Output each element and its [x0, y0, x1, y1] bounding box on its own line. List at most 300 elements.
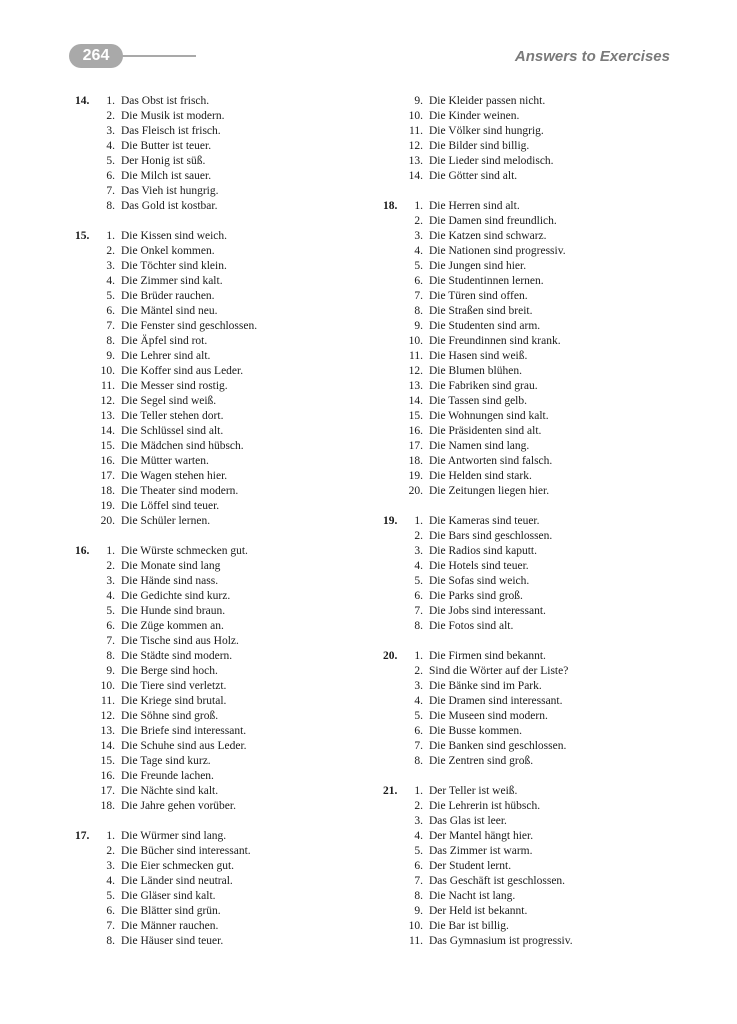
item-number: 9.	[414, 320, 423, 332]
item-number: 4.	[106, 875, 115, 887]
answer-line	[75, 439, 375, 454]
answer-text: Die Präsidenten sind alt.	[429, 425, 542, 437]
answer-line	[75, 424, 375, 439]
item-number: 7.	[414, 875, 423, 887]
answer-line	[383, 364, 683, 379]
item-number: 1.	[414, 785, 423, 797]
item-number: 2.	[106, 245, 115, 257]
exercise-number: 16.	[75, 545, 90, 557]
item-number: 2.	[414, 800, 423, 812]
answer-line	[75, 784, 375, 799]
item-number: 18.	[100, 485, 115, 497]
answer-line	[75, 244, 375, 259]
item-number: 7.	[106, 635, 115, 647]
item-number: 10.	[408, 110, 423, 122]
answer-line	[383, 919, 683, 934]
item-number: 11.	[409, 935, 423, 947]
item-number: 1.	[106, 230, 115, 242]
answer-text: Die Helden sind stark.	[429, 470, 532, 482]
answer-line	[383, 169, 683, 184]
answer-line	[383, 199, 683, 214]
answer-text: Der Teller ist weiß.	[429, 785, 518, 797]
answer-line	[75, 589, 375, 604]
answer-text: Die Museen sind modern.	[429, 710, 548, 722]
answer-text: Die Butter ist teuer.	[121, 140, 212, 152]
item-number: 4.	[106, 590, 115, 602]
answer-line	[383, 154, 683, 169]
answer-text: Die Kriege sind brutal.	[121, 695, 227, 707]
answer-text: Der Honig ist süß.	[121, 155, 206, 167]
item-number: 6.	[106, 170, 115, 182]
answer-line	[75, 694, 375, 709]
item-number: 5.	[414, 575, 423, 587]
item-number: 3.	[106, 260, 115, 272]
answer-text: Die Töchter sind klein.	[121, 260, 227, 272]
answer-text: Die Männer rauchen.	[121, 920, 219, 932]
item-number: 13.	[100, 725, 115, 737]
answer-line	[383, 559, 683, 574]
item-number: 4.	[414, 560, 423, 572]
item-number: 13.	[100, 410, 115, 422]
answer-line	[383, 799, 683, 814]
answer-text: Die Hotels sind teuer.	[429, 560, 529, 572]
answer-text: Die Straßen sind breit.	[429, 305, 533, 317]
header-rule	[120, 55, 196, 57]
answer-text: Die Hasen sind weiß.	[429, 350, 528, 362]
answer-text: Die Söhne sind groß.	[121, 710, 219, 722]
item-number: 7.	[414, 290, 423, 302]
item-number: 6.	[106, 905, 115, 917]
answer-line	[75, 799, 375, 814]
item-number: 5.	[106, 155, 115, 167]
item-number: 12.	[100, 710, 115, 722]
answer-text: Die Bänke sind im Park.	[429, 680, 542, 692]
item-number: 15.	[100, 440, 115, 452]
item-number: 7.	[414, 605, 423, 617]
answer-text: Die Sofas sind weich.	[429, 575, 530, 587]
answer-text: Die Radios sind kaputt.	[429, 545, 537, 557]
answer-text: Die Lehrerin ist hübsch.	[429, 800, 541, 812]
answer-text: Die Tische sind aus Holz.	[121, 635, 239, 647]
answer-line	[383, 349, 683, 364]
answer-line	[75, 709, 375, 724]
section-title: Answers to Exercises	[514, 48, 670, 65]
answer-line	[75, 904, 375, 919]
answer-text: Die Kissen sind weich.	[121, 230, 228, 242]
answer-line	[75, 154, 375, 169]
answer-text: Die Kameras sind teuer.	[429, 515, 540, 527]
answer-line	[383, 274, 683, 289]
answer-text: Das Obst ist frisch.	[121, 95, 210, 107]
answer-text: Die Wagen stehen hier.	[121, 470, 228, 482]
answer-line	[75, 619, 375, 634]
answer-line	[75, 574, 375, 589]
answer-text: Die Messer sind rostig.	[121, 380, 228, 392]
answer-text: Die Schlüssel sind alt.	[121, 425, 224, 437]
answer-line	[75, 409, 375, 424]
answer-text: Die Milch ist sauer.	[121, 170, 212, 182]
answer-text: Die Hunde sind braun.	[121, 605, 226, 617]
exercise-number: 21.	[383, 785, 398, 797]
item-number: 6.	[106, 305, 115, 317]
item-number: 2.	[414, 530, 423, 542]
right-column	[383, 94, 683, 964]
answer-text: Die Zeitungen liegen hier.	[429, 485, 550, 497]
answer-line	[75, 334, 375, 349]
answer-text: Die Jungen sind hier.	[429, 260, 527, 272]
answer-line	[75, 754, 375, 769]
item-number: 5.	[414, 845, 423, 857]
item-number: 11.	[101, 695, 115, 707]
answer-text: Der Student lernt.	[429, 860, 512, 872]
answer-line	[75, 139, 375, 154]
answer-text: Die Tage sind kurz.	[121, 755, 211, 767]
answer-text: Die Bars sind geschlossen.	[429, 530, 553, 542]
answer-line	[383, 859, 683, 874]
answer-text: Die Nacht ist lang.	[429, 890, 516, 902]
item-number: 4.	[414, 695, 423, 707]
item-number: 3.	[414, 815, 423, 827]
item-number: 1.	[106, 545, 115, 557]
item-number: 14.	[408, 170, 423, 182]
answer-line	[383, 424, 683, 439]
answer-line	[383, 244, 683, 259]
item-number: 18.	[408, 455, 423, 467]
answer-text: Die Kleider passen nicht.	[429, 95, 546, 107]
answer-text: Die Onkel kommen.	[121, 245, 215, 257]
answer-text: Das Zimmer ist warm.	[429, 845, 533, 857]
item-number: 8.	[106, 650, 115, 662]
answer-text: Die Mädchen sind hübsch.	[121, 440, 244, 452]
answer-text: Die Jahre gehen vorüber.	[121, 800, 236, 812]
answer-text: Sind die Wörter auf der Liste?	[429, 665, 569, 677]
item-number: 17.	[100, 785, 115, 797]
item-number: 6.	[106, 620, 115, 632]
answer-line	[383, 124, 683, 139]
answer-line	[383, 379, 683, 394]
exercise-number: 15.	[75, 230, 90, 242]
answer-line	[75, 889, 375, 904]
exercise-block	[75, 829, 375, 949]
answer-text: Der Held ist bekannt.	[429, 905, 528, 917]
answer-line	[383, 394, 683, 409]
answer-text: Die Theater sind modern.	[121, 485, 239, 497]
answer-line	[75, 844, 375, 859]
answer-line	[383, 844, 683, 859]
answer-line	[383, 589, 683, 604]
answer-line	[383, 259, 683, 274]
answer-line	[75, 859, 375, 874]
answer-line	[75, 184, 375, 199]
answer-line	[383, 469, 683, 484]
answer-line	[383, 619, 683, 634]
answer-line	[383, 544, 683, 559]
answer-text: Die Gedichte sind kurz.	[121, 590, 231, 602]
answer-line	[383, 829, 683, 844]
answer-line	[383, 229, 683, 244]
answer-line	[383, 484, 683, 499]
answer-text: Die Monate sind lang	[121, 560, 221, 572]
answer-text: Die Damen sind freundlich.	[429, 215, 557, 227]
answer-text: Die Namen sind lang.	[429, 440, 530, 452]
answer-line	[383, 214, 683, 229]
answer-line	[383, 649, 683, 664]
item-number: 13.	[408, 380, 423, 392]
item-number: 2.	[106, 560, 115, 572]
item-number: 5.	[106, 890, 115, 902]
answer-text: Die Völker sind hungrig.	[429, 125, 544, 137]
exercise-block	[383, 199, 683, 499]
item-number: 1.	[106, 830, 115, 842]
item-number: 5.	[106, 290, 115, 302]
item-number: 3.	[106, 575, 115, 587]
answer-line	[383, 724, 683, 739]
item-number: 1.	[106, 95, 115, 107]
item-number: 2.	[414, 215, 423, 227]
answer-text: Die Nationen sind progressiv.	[429, 245, 566, 257]
answer-line	[75, 304, 375, 319]
answer-line	[383, 439, 683, 454]
answer-text: Die Würmer sind lang.	[121, 830, 227, 842]
answer-line	[383, 874, 683, 889]
item-number: 18.	[100, 800, 115, 812]
answer-line	[383, 109, 683, 124]
item-number: 7.	[106, 920, 115, 932]
answer-line	[75, 604, 375, 619]
answer-line	[75, 199, 375, 214]
item-number: 15.	[408, 410, 423, 422]
answer-text: Das Glas ist leer.	[429, 815, 507, 827]
item-number: 8.	[414, 305, 423, 317]
answer-text: Die Studenten sind arm.	[429, 320, 541, 332]
item-number: 8.	[414, 890, 423, 902]
item-number: 16.	[100, 770, 115, 782]
exercise-number: 18.	[383, 200, 398, 212]
item-number: 1.	[414, 200, 423, 212]
answer-line	[75, 274, 375, 289]
item-number: 8.	[106, 935, 115, 947]
answer-text: Die Freundinnen sind krank.	[429, 335, 561, 347]
answer-text: Die Freunde lachen.	[121, 770, 214, 782]
answer-text: Die Koffer sind aus Leder.	[121, 365, 244, 377]
answer-line	[75, 289, 375, 304]
answer-text: Die Brüder rauchen.	[121, 290, 215, 302]
answer-line	[75, 724, 375, 739]
answer-line	[75, 229, 375, 244]
answer-text: Die Schuhe sind aus Leder.	[121, 740, 247, 752]
item-number: 4.	[106, 275, 115, 287]
item-number: 7.	[414, 740, 423, 752]
item-number: 1.	[414, 650, 423, 662]
answer-line	[75, 124, 375, 139]
answer-text: Die Schüler lernen.	[121, 515, 211, 527]
answer-text: Die Bücher sind interessant.	[121, 845, 251, 857]
answer-text: Die Züge kommen an.	[121, 620, 224, 632]
left-column	[75, 94, 375, 964]
answer-line	[75, 319, 375, 334]
item-number: 9.	[414, 95, 423, 107]
item-number: 1.	[414, 515, 423, 527]
item-number: 10.	[100, 365, 115, 377]
answer-line	[75, 94, 375, 109]
answer-line	[383, 784, 683, 799]
answer-line	[383, 739, 683, 754]
answer-text: Die Antworten sind falsch.	[429, 455, 553, 467]
answer-line	[383, 664, 683, 679]
answer-line	[75, 934, 375, 949]
answer-line	[75, 469, 375, 484]
answer-line	[75, 919, 375, 934]
answer-line	[75, 259, 375, 274]
item-number: 6.	[414, 590, 423, 602]
answer-line	[75, 874, 375, 889]
answer-text: Die Banken sind geschlossen.	[429, 740, 567, 752]
answer-line	[75, 634, 375, 649]
answer-line	[75, 499, 375, 514]
item-number: 14.	[100, 425, 115, 437]
answer-text: Die Segel sind weiß.	[121, 395, 217, 407]
answer-line	[383, 514, 683, 529]
item-number: 4.	[414, 830, 423, 842]
answer-text: Die Wohnungen sind kalt.	[429, 410, 549, 422]
page-number-badge: 264	[69, 44, 123, 68]
answer-text: Das Gold ist kostbar.	[121, 200, 218, 212]
answer-text: Die Dramen sind interessant.	[429, 695, 563, 707]
item-number: 13.	[408, 155, 423, 167]
answer-text: Die Herren sind alt.	[429, 200, 520, 212]
answer-line	[383, 304, 683, 319]
item-number: 8.	[106, 200, 115, 212]
answer-text: Die Äpfel sind rot.	[121, 335, 208, 347]
answer-text: Die Städte sind modern.	[121, 650, 233, 662]
answer-text: Das Gymnasium ist progressiv.	[429, 935, 573, 947]
item-number: 16.	[100, 455, 115, 467]
item-number: 20.	[408, 485, 423, 497]
item-number: 6.	[414, 860, 423, 872]
item-number: 9.	[414, 905, 423, 917]
answer-text: Die Hände sind nass.	[121, 575, 219, 587]
answer-text: Die Lieder sind melodisch.	[429, 155, 554, 167]
exercise-number: 14.	[75, 95, 90, 107]
answer-line	[383, 139, 683, 154]
answer-text: Der Mantel hängt hier.	[429, 830, 534, 842]
answer-text: Die Tiere sind verletzt.	[121, 680, 227, 692]
answer-line	[75, 739, 375, 754]
answer-line	[75, 544, 375, 559]
item-number: 10.	[408, 920, 423, 932]
exercise-block	[383, 514, 683, 634]
answer-text: Die Katzen sind schwarz.	[429, 230, 547, 242]
answer-text: Die Lehrer sind alt.	[121, 350, 211, 362]
answer-text: Das Fleisch ist frisch.	[121, 125, 221, 137]
item-number: 9.	[106, 350, 115, 362]
item-number: 3.	[106, 125, 115, 137]
answer-text: Die Türen sind offen.	[429, 290, 528, 302]
answer-text: Die Fabriken sind grau.	[429, 380, 538, 392]
answer-line	[383, 709, 683, 724]
item-number: 3.	[414, 230, 423, 242]
answer-line	[383, 574, 683, 589]
answer-text: Das Vieh ist hungrig.	[121, 185, 219, 197]
answer-text: Die Häuser sind teuer.	[121, 935, 224, 947]
answer-text: Die Löffel sind teuer.	[121, 500, 220, 512]
answer-line	[75, 664, 375, 679]
answer-line	[383, 814, 683, 829]
item-number: 10.	[100, 680, 115, 692]
item-number: 4.	[414, 245, 423, 257]
exercise-number: 20.	[383, 650, 398, 662]
item-number: 10.	[408, 335, 423, 347]
answer-line	[383, 334, 683, 349]
answer-line	[383, 454, 683, 469]
answer-text: Die Bilder sind billig.	[429, 140, 530, 152]
item-number: 17.	[100, 470, 115, 482]
answer-text: Die Würste schmecken gut.	[121, 545, 248, 557]
item-number: 5.	[414, 260, 423, 272]
answer-text: Die Blätter sind grün.	[121, 905, 221, 917]
answer-text: Die Berge sind hoch.	[121, 665, 218, 677]
item-number: 12.	[408, 365, 423, 377]
answer-text: Die Musik ist modern.	[121, 110, 225, 122]
answer-line	[383, 319, 683, 334]
item-number: 2.	[414, 665, 423, 677]
answer-line	[383, 529, 683, 544]
answer-line	[383, 904, 683, 919]
answer-text: Die Jobs sind interessant.	[429, 605, 546, 617]
item-number: 3.	[414, 680, 423, 692]
answer-text: Die Studentinnen lernen.	[429, 275, 544, 287]
item-number: 3.	[414, 545, 423, 557]
item-number: 20.	[100, 515, 115, 527]
answer-text: Die Nächte sind kalt.	[121, 785, 219, 797]
item-number: 3.	[106, 860, 115, 872]
exercise-number: 19.	[383, 515, 398, 527]
answer-line	[383, 409, 683, 424]
answer-text: Die Teller stehen dort.	[121, 410, 224, 422]
answer-text: Die Tassen sind gelb.	[429, 395, 527, 407]
answer-line	[75, 109, 375, 124]
answer-line	[75, 829, 375, 844]
answer-line	[75, 559, 375, 574]
exercise-block	[383, 94, 683, 184]
item-number: 8.	[106, 335, 115, 347]
item-number: 11.	[409, 125, 423, 137]
item-number: 6.	[414, 275, 423, 287]
item-number: 11.	[101, 380, 115, 392]
item-number: 11.	[409, 350, 423, 362]
answer-line	[75, 169, 375, 184]
item-number: 7.	[106, 320, 115, 332]
answer-line	[383, 289, 683, 304]
answer-line	[383, 934, 683, 949]
item-number: 16.	[408, 425, 423, 437]
answer-text: Die Busse kommen.	[429, 725, 522, 737]
answer-line	[75, 679, 375, 694]
item-number: 7.	[106, 185, 115, 197]
answer-line	[383, 94, 683, 109]
answer-text: Die Parks sind groß.	[429, 590, 523, 602]
answer-line	[383, 679, 683, 694]
answer-text: Die Zentren sind groß.	[429, 755, 534, 767]
answer-line	[75, 769, 375, 784]
answer-text: Die Mäntel sind neu.	[121, 305, 218, 317]
answer-line	[75, 379, 375, 394]
item-number: 8.	[414, 755, 423, 767]
answer-text: Die Götter sind alt.	[429, 170, 518, 182]
item-number: 12.	[100, 395, 115, 407]
exercise-block	[383, 784, 683, 949]
exercise-block	[75, 229, 375, 529]
